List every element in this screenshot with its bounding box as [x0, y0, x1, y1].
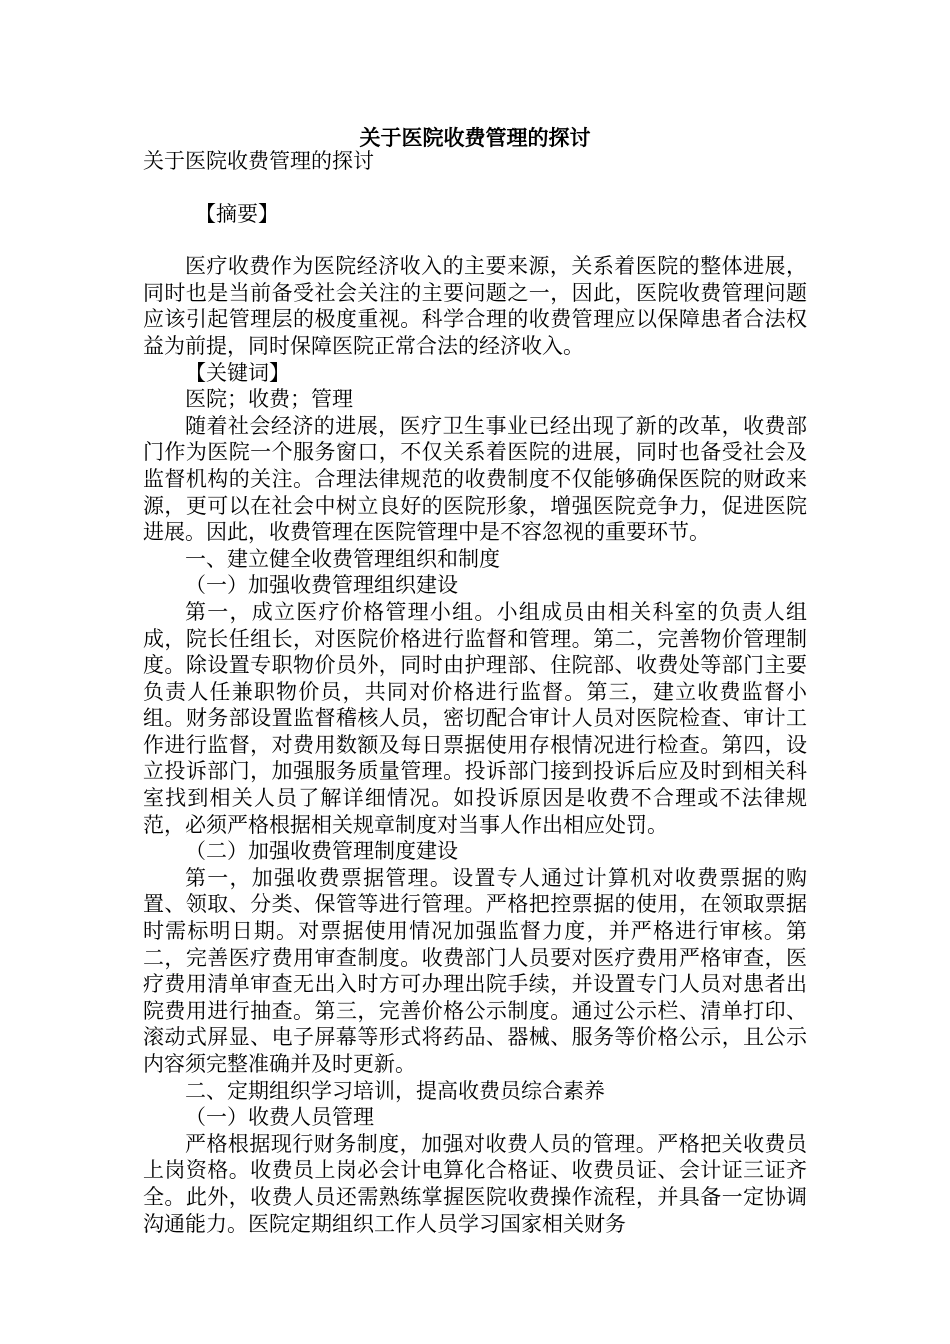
section-1-subheading-1: （一）加强收费管理组织建设 — [185, 573, 458, 598]
section-2-sub-1-paragraph: 严格根据现行财务制度，加强对收费人员的管理。严格把关收费员上岗资格。收费员上岗必会计电算化合格证、收费员证、会计证三证齐全。此外，收费人员还需熟练掌握医院收费操作流程，并具备一定协调沟通能力。医院定期组织工作人员学习国家相关财务 — [143, 1131, 807, 1236]
document-title: 关于医院收费管理的探讨 — [359, 125, 591, 150]
section-2-subheading-1: （一）收费人员管理 — [185, 1105, 374, 1130]
abstract-heading: 【摘要】 — [195, 201, 279, 226]
abstract-paragraph: 医疗收费作为医院经济收入的主要来源，关系着医院的整体进展，同时也是当前备受社会关注的主要问题之一，因此，医院收费管理问题应该引起管理层的极度重视。科学合理的收费管理应以保障患者合法权益为前提，同时保障医院正常合法的经济收入。 — [143, 254, 807, 358]
keywords-heading: 【关键词】 — [185, 360, 290, 385]
section-1-sub-2-paragraph: 第一，加强收费票据管理。设置专人通过计算机对收费票据的购置、领取、分类、保管等进行管理。严格把控票据的使用，在领取票据时需标明日期。对票据使用情况加强监督力度，并严格进行审核。第二，完善医疗费用审查制度。收费部门人员要对医疗费用严格审查，医疗费用清单审查无出入时方可办理出院手续，并设置专门人员对患者出院费用进行抽查。第三，完善价格公示制度。通过公示栏、清单打印、滚动式屏显、电子屏幕等形式将药品、器械、服务等价格公示，且公示内容须完整准确并及时更新。 — [143, 865, 807, 1076]
keywords-list: 医院；收费；管理 — [185, 387, 353, 412]
document-body — [143, 148, 807, 1237]
document-subtitle: 关于医院收费管理的探讨 — [143, 149, 374, 173]
section-1-sub-1-paragraph: 第一，成立医疗价格管理小组。小组成员由相关科室的负责人组成，院长任组长，对医院价格进行监督和管理。第二，完善物价管理制度。除设置专职物价员外，同时由护理部、住院部、收费处等部门主要负责人任兼职物价员，共同对价格进行监督。第三，建立收费监督小组。财务部设置监督稽核人员，密切配合审计人员对医院检查、审计工作进行监督，对费用数额及每日票据使用存根情况进行检查。第四，设立投诉部门，加强服务质量管理。投诉部门接到投诉后应及时到相关科室找到相关人员了解详细情况。如投诉原因是收费不合理或不法律规范，必须严格根据相关规章制度对当事人作出相应处罚。 — [143, 599, 807, 837]
intro-paragraph: 随着社会经济的进展，医疗卫生事业已经出现了新的改革，收费部门作为医院一个服务窗口，不仅关系着医院的进展，同时也备受社会及监督机构的关注。合理法律规范的收费制度不仅能够确保医院的财政来源，更可以在社会中树立良好的医院形象，增强医院竞争力，促进医院进展。因此，收费管理在医院管理中是不容忽视的重要环节。 — [143, 413, 807, 545]
section-1-heading: 一、建立健全收费管理组织和制度 — [185, 546, 500, 571]
section-1-subheading-2: （二）加强收费管理制度建设 — [185, 839, 458, 864]
section-2-heading: 二、定期组织学习培训，提高收费员综合素养 — [185, 1078, 605, 1103]
